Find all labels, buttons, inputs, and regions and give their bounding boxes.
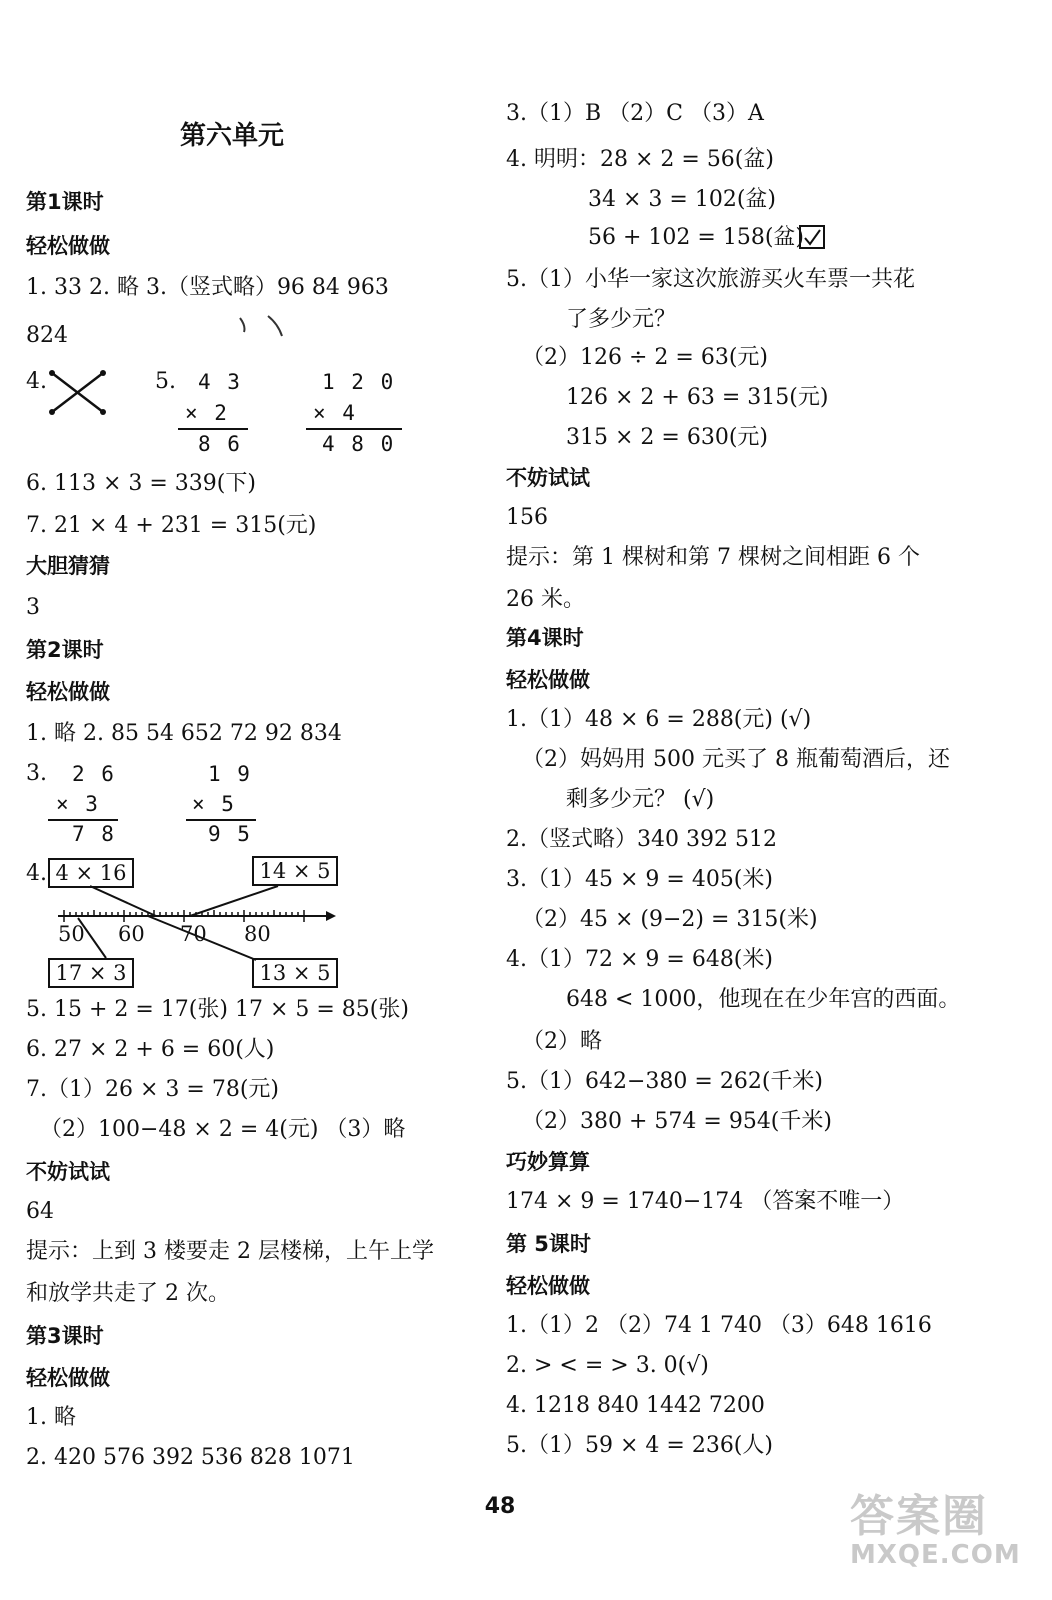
lesson3-line2: 2. 420 576 392 536 828 1071 xyxy=(26,1445,355,1470)
lesson4-heading: 第4课时 xyxy=(506,626,584,650)
vcalc-op: × 4 xyxy=(313,401,357,425)
lesson2-q4-label: 4. xyxy=(26,861,47,886)
lesson4-easy-heading: 轻松做做 xyxy=(506,668,590,692)
right-line5b: 了多少元？ xyxy=(566,307,677,332)
lesson4-l1a: 1.（1）48 × 6 = 288(元) (√) xyxy=(506,707,812,732)
lesson2-easy-heading: 轻松做做 xyxy=(26,680,110,704)
lesson4-l3b: （2）45 × (9−2) = 315(米) xyxy=(522,907,818,932)
lesson4-l2: 2.（竖式略）340 392 512 xyxy=(506,827,777,852)
vcalc-op: × 2 xyxy=(185,401,229,425)
try-heading: 不妨试试 xyxy=(26,1160,110,1184)
right-line5a: 5.（1）小华一家这次旅游买火车票一共花 xyxy=(506,267,915,292)
vcalc-result: 4 8 0 xyxy=(322,432,396,456)
vcalc-result: 9 5 xyxy=(208,822,252,846)
lesson5-l4: 4. 1218 840 1442 7200 xyxy=(506,1393,765,1418)
right-line5d: 126 × 2 + 63 = 315(元) xyxy=(566,385,829,410)
watermark-logo xyxy=(850,1480,1040,1590)
lesson5-easy-heading: 轻松做做 xyxy=(506,1274,590,1298)
expr-box: 17 × 3 xyxy=(48,958,134,988)
unit-title: 第六单元 xyxy=(180,121,285,151)
lesson5-heading: 第 5课时 xyxy=(506,1232,591,1256)
lesson2-line1: 1. 略 2. 85 54 652 72 92 834 xyxy=(26,721,342,746)
lesson3-heading: 第3课时 xyxy=(26,1324,104,1348)
vcalc-top: 1 2 0 xyxy=(322,370,396,394)
hint-line: 提示：第 1 棵树和第 7 棵树之间相距 6 个 xyxy=(506,545,920,570)
lesson5-l1: 1.（1）2 （2）74 1 740 （3）648 1616 xyxy=(506,1313,932,1338)
try-heading: 不妨试试 xyxy=(506,466,590,490)
vcalc-top: 4 3 xyxy=(198,370,242,394)
lesson4-l4a: 4.（1）72 × 9 = 648(米) xyxy=(506,947,773,972)
lesson5-l2: 2. > < = > 3. 0(√) xyxy=(506,1353,709,1378)
lesson1-line6: 6. 113 × 3 = 339(下) xyxy=(26,471,256,496)
lesson3-line1: 1. 略 xyxy=(26,1405,76,1430)
expr-box: 14 × 5 xyxy=(252,856,338,886)
guess-heading: 大胆猜猜 xyxy=(26,554,110,578)
number-line-label: 80 xyxy=(244,922,271,946)
clever-line: 174 × 9 = 1740−174 （答案不唯一） xyxy=(506,1189,905,1214)
vcalc-result: 8 6 xyxy=(198,432,242,456)
expr-box: 13 × 5 xyxy=(252,958,338,988)
lesson1-line7: 7. 21 × 4 + 231 = 315(元) xyxy=(26,513,317,538)
vcalc-op: × 3 xyxy=(56,792,100,816)
page-number: 48 xyxy=(484,1494,516,1519)
number-line-label: 70 xyxy=(180,922,207,946)
lesson2-line6: 6. 27 × 2 + 6 = 60(人) xyxy=(26,1037,275,1062)
hint-line: 提示：上到 3 楼要走 2 层楼梯，上午上学 xyxy=(26,1239,434,1264)
lesson1-easy-heading: 轻松做做 xyxy=(26,234,110,258)
lesson2-line7b: （2）100−48 × 2 = 4(元) （3）略 xyxy=(40,1117,406,1142)
lesson1-q4-label: 4. xyxy=(26,369,47,394)
lesson5-l5: 5.（1）59 × 4 = 236(人) xyxy=(506,1433,773,1458)
right-line4b: 34 × 3 = 102(盆) xyxy=(588,187,776,212)
hint-line: 和放学共走了 2 次。 xyxy=(26,1281,230,1306)
lesson4-l1b: （2）妈妈用 500 元买了 8 瓶葡萄酒后，还 xyxy=(522,747,950,772)
lesson4-l4c: （2）略 xyxy=(522,1029,602,1054)
vcalc-result: 7 8 xyxy=(72,822,116,846)
lesson2-line7a: 7.（1）26 × 3 = 78(元) xyxy=(26,1077,279,1102)
number-line-label: 50 xyxy=(58,922,85,946)
vcalc-top: 2 6 xyxy=(72,762,116,786)
expr-box: 4 × 16 xyxy=(48,858,134,888)
vcalc-op: × 5 xyxy=(192,792,236,816)
watermark-en: MXQE.COM xyxy=(850,1540,1021,1570)
lesson4-l4b: 648 < 1000，他现在在少年宫的西面。 xyxy=(566,987,961,1012)
lesson1-line2: 824 xyxy=(26,323,68,348)
right-line3: 3.（1）B （2）C （3）A xyxy=(506,101,764,126)
number-line-label: 60 xyxy=(118,922,145,946)
right-line4a: 4. 明明：28 × 2 = 56(盆) xyxy=(506,147,774,172)
vcalc-top: 1 9 xyxy=(208,762,252,786)
lesson3-easy-heading: 轻松做做 xyxy=(26,1366,110,1390)
lesson2-line5: 5. 15 + 2 = 17(张) 17 × 5 = 85(张) xyxy=(26,997,409,1022)
lesson1-line1: 1. 33 2. 略 3.（竖式略）96 84 963 xyxy=(26,275,389,300)
lesson1-heading: 第1课时 xyxy=(26,190,104,214)
try-answer: 156 xyxy=(506,505,548,530)
lesson4-l1c: 剩多少元？ (√) xyxy=(566,787,715,812)
right-line4c: 56 + 102 = 158(盆) xyxy=(588,225,804,250)
lesson2-q3-label: 3. xyxy=(26,761,47,786)
lesson4-l3a: 3.（1）45 × 9 = 405(米) xyxy=(506,867,773,892)
lesson4-l5a: 5.（1）642−380 = 262(千米) xyxy=(506,1069,823,1094)
try-answer: 64 xyxy=(26,1199,54,1224)
hint-line: 26 米。 xyxy=(506,587,585,612)
lesson4-l5b: （2）380 + 574 = 954(千米) xyxy=(522,1109,832,1134)
guess-answer: 3 xyxy=(26,595,40,620)
lesson1-q5-label: 5. xyxy=(155,369,176,394)
lesson2-heading: 第2课时 xyxy=(26,638,104,662)
right-line5c: （2）126 ÷ 2 = 63(元) xyxy=(522,345,768,370)
clever-heading: 巧妙算算 xyxy=(506,1150,590,1174)
watermark-cn: 答案圈 xyxy=(850,1491,988,1542)
right-line5e: 315 × 2 = 630(元) xyxy=(566,425,768,450)
